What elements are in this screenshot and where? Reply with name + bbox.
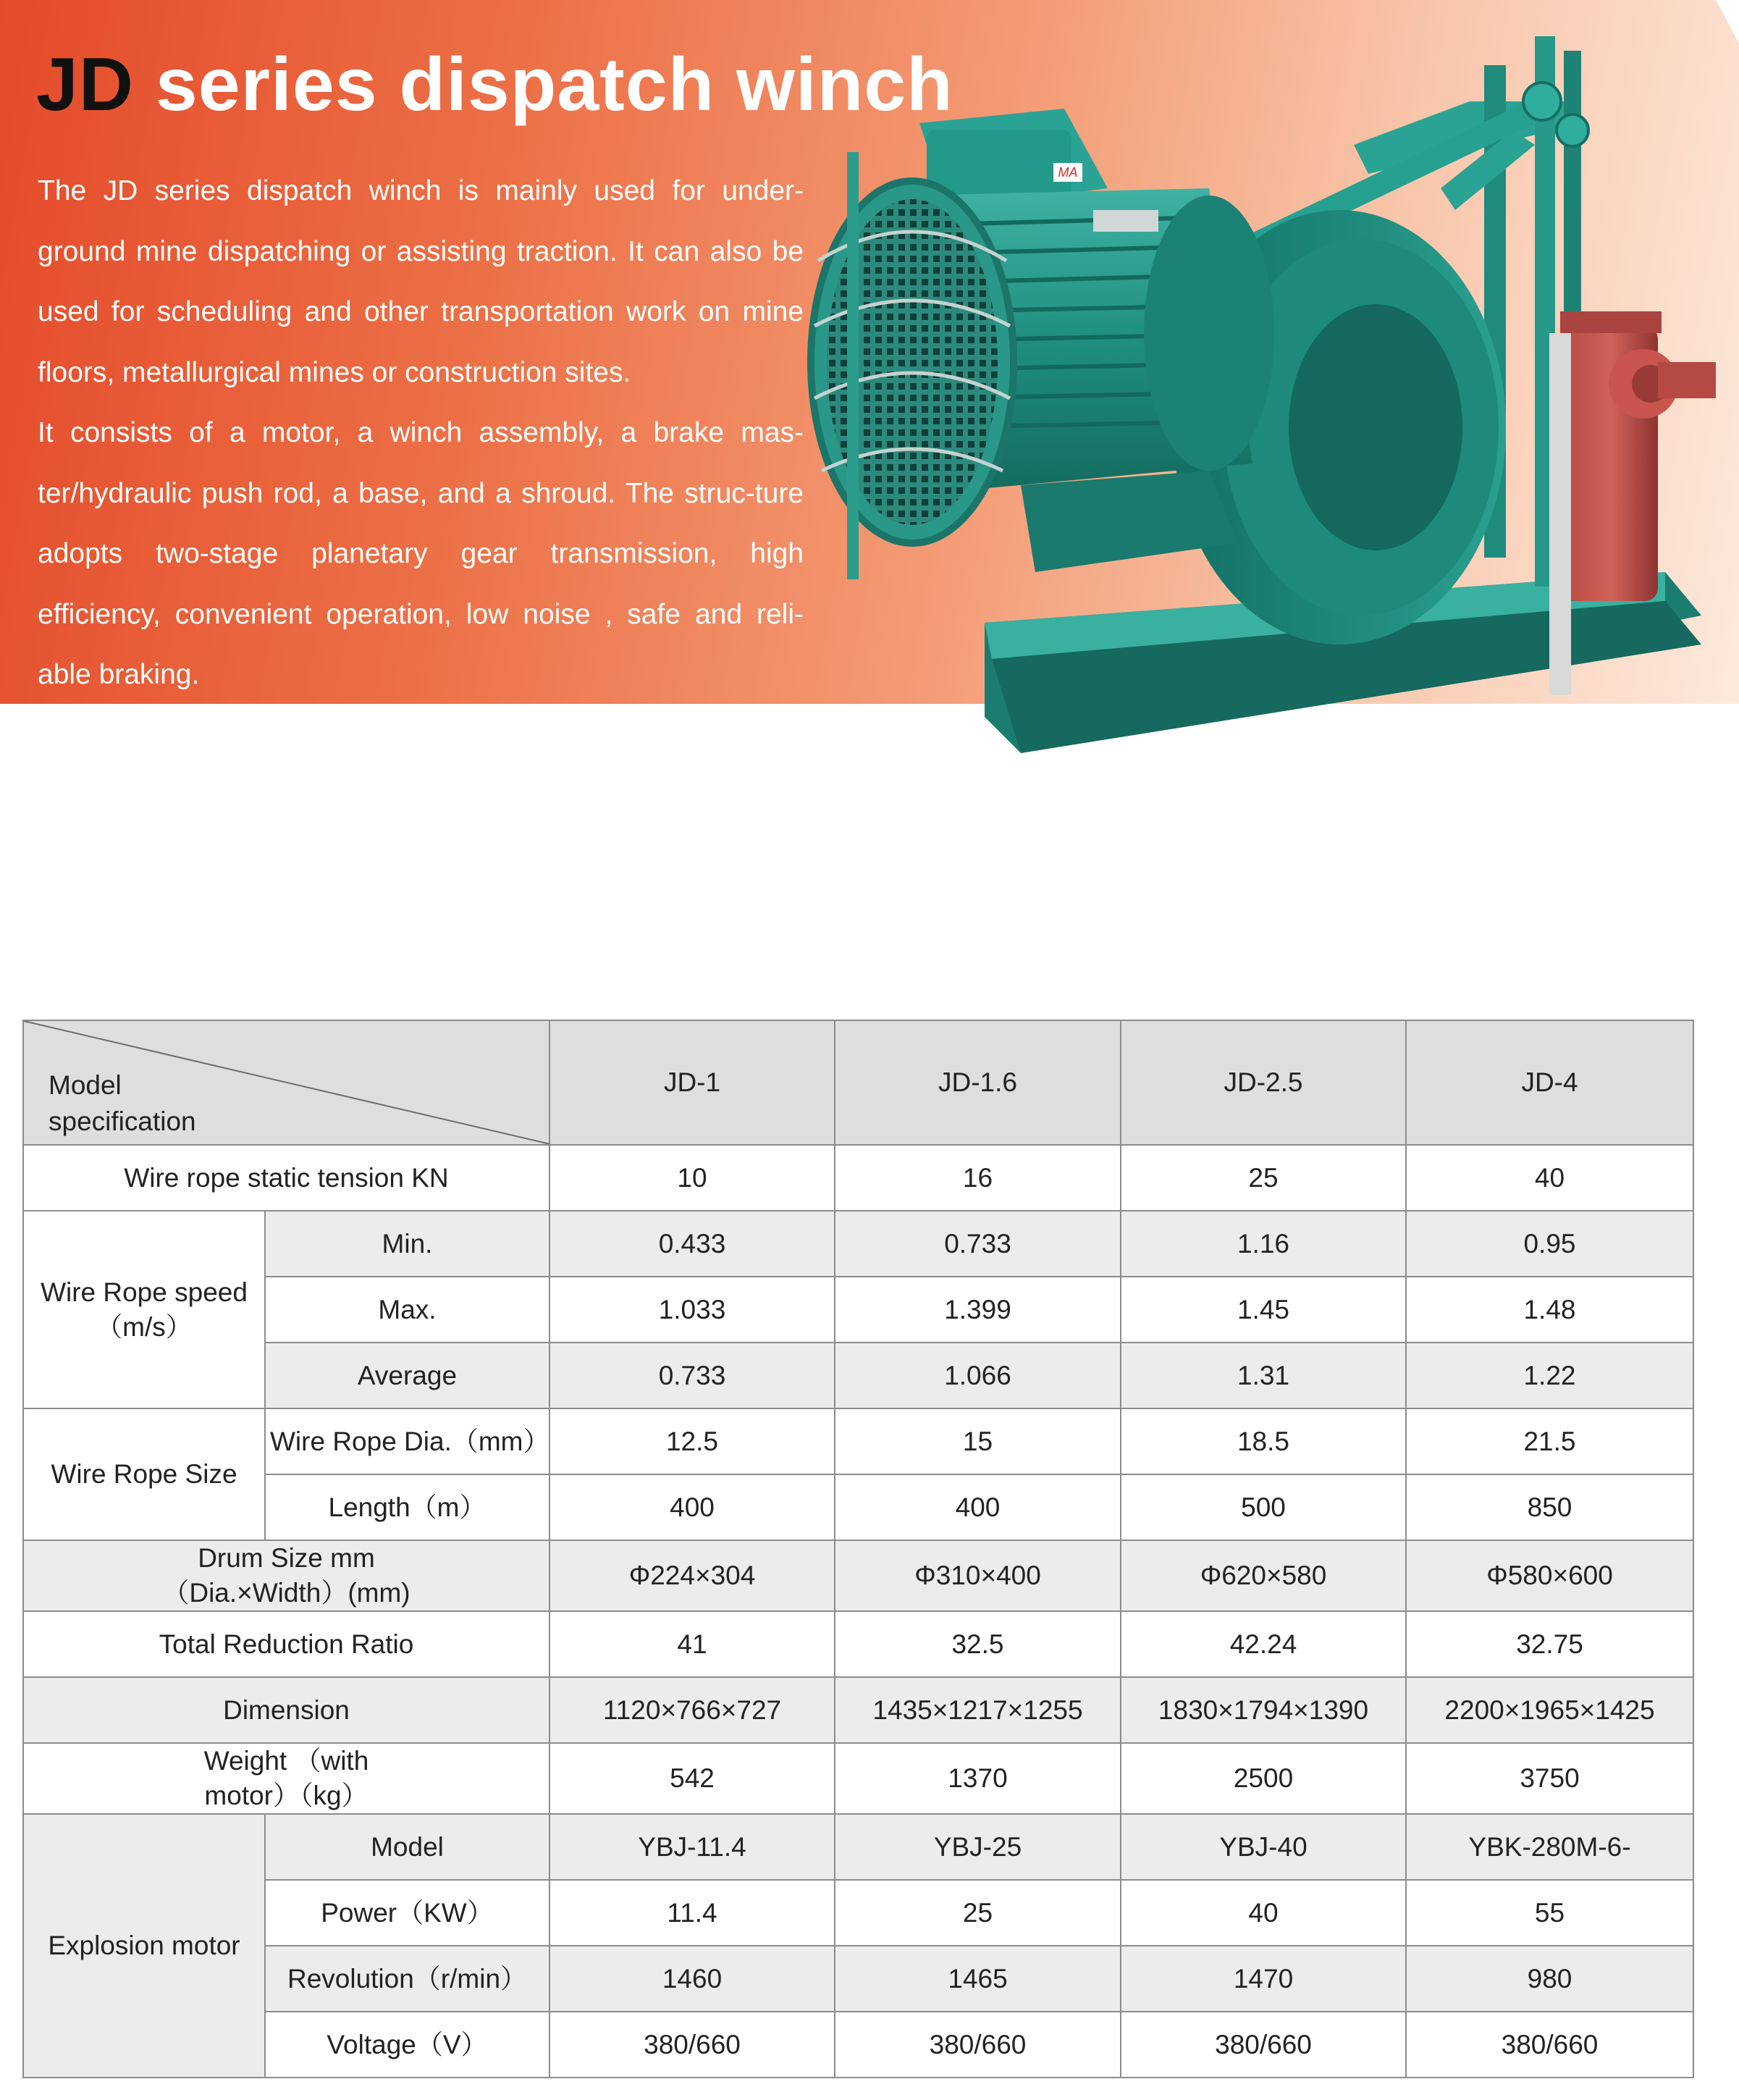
table-cell: 1.45 (1121, 1277, 1406, 1343)
row-rope-length (23, 1474, 1693, 1540)
row-speed-average (23, 1343, 1693, 1408)
product-description (38, 161, 804, 704)
row-static-tension (23, 1145, 1693, 1211)
table-cell: 400 (835, 1474, 1121, 1540)
row-dimension (23, 1677, 1693, 1743)
row-label: Power（KW） (265, 1880, 550, 1946)
table-cell: 1.48 (1406, 1277, 1693, 1343)
row-label: Model (265, 1814, 550, 1880)
table-cell: 21.5 (1406, 1408, 1693, 1474)
table-cell: 380/660 (1121, 2012, 1406, 2078)
table-cell: 40 (1121, 1880, 1406, 1946)
row-label: Total Reduction Ratio (23, 1611, 550, 1677)
row-speed-min (23, 1211, 1693, 1277)
row-label: Drum Size mm （Dia.×Width）(mm) (23, 1540, 550, 1611)
group-label-rope-speed: Wire Rope speed （m/s） (23, 1211, 265, 1408)
table-cell: 980 (1406, 1946, 1693, 2012)
table-cell: 1.066 (835, 1343, 1121, 1408)
row-label: Wire Rope Dia.（mm） (265, 1408, 550, 1474)
specification-table (22, 1020, 1694, 2078)
table-cell: 55 (1406, 1880, 1693, 1946)
table-cell: Φ310×400 (835, 1540, 1121, 1611)
table-cell: 1470 (1121, 1946, 1406, 2012)
table-cell: 32.75 (1406, 1611, 1693, 1677)
table-cell: 15 (835, 1408, 1121, 1474)
row-label: Weight （with motor）（kg） (23, 1743, 550, 1814)
table-cell: 850 (1406, 1474, 1693, 1540)
row-drum-size (23, 1540, 1693, 1611)
table-cell: YBJ-25 (835, 1814, 1121, 1880)
table-cell: 1120×766×727 (550, 1677, 835, 1743)
table-cell: 0.733 (550, 1343, 835, 1408)
description-paragraph-2: It consists of a motor, a winch assembly, a brake mas-ter/hydraulic push rod, a base, and a shroud. The struc-ture adopts two-stage planetary gear transmission, high efficiency, convenient operation, low noise , safe and reli-able braking. (38, 417, 804, 690)
table-cell: 380/660 (550, 2012, 835, 2078)
table-cell: 11.4 (550, 1880, 835, 1946)
description-paragraph-1: The JD series dispatch winch is mainly used for under-ground mine dispatching or assisting traction. It can also be used for scheduling and other transportation work on mine floors, metallurgical mines or construction sites. (38, 175, 804, 388)
row-label: Dimension (23, 1677, 550, 1743)
row-motor-model (23, 1814, 1693, 1880)
table-cell: Φ620×580 (1121, 1540, 1406, 1611)
table-cell: 542 (550, 1743, 835, 1814)
table-cell: 1.22 (1406, 1343, 1693, 1408)
table-cell: 10 (550, 1145, 835, 1211)
header-diagonal-cell (23, 1020, 550, 1145)
table-cell: 1.31 (1121, 1343, 1406, 1408)
title-accent: JD (36, 43, 134, 127)
table-cell: 40 (1406, 1145, 1693, 1211)
model-header-cell: JD-1.6 (835, 1020, 1121, 1145)
row-label: Average (265, 1343, 550, 1408)
title-rest: series dispatch winch (133, 43, 953, 127)
winch-product-image (804, 22, 1738, 775)
table-cell: YBJ-40 (1121, 1814, 1406, 1880)
header-model-specification-label: Model specification (49, 1070, 196, 1136)
table-cell: 1460 (550, 1946, 835, 2012)
table-cell: 0.95 (1406, 1211, 1693, 1277)
table-cell: 380/660 (835, 2012, 1121, 2078)
table-cell: 380/660 (1406, 2012, 1693, 2078)
group-label-rope-size: Wire Rope Size (23, 1408, 265, 1540)
row-weight (23, 1743, 1693, 1814)
table-cell: 0.733 (835, 1211, 1121, 1277)
row-label: Voltage（V） (265, 2012, 550, 2078)
table-cell: 1.16 (1121, 1211, 1406, 1277)
model-header-cell: JD-1 (550, 1020, 835, 1145)
table-cell: Φ224×304 (550, 1540, 835, 1611)
row-reduction-ratio (23, 1611, 1693, 1677)
table-cell: 32.5 (835, 1611, 1121, 1677)
table-cell: YBK-280M-6- (1406, 1814, 1693, 1880)
table-cell: 18.5 (1121, 1408, 1406, 1474)
row-motor-power (23, 1880, 1693, 1946)
table-cell: 1370 (835, 1743, 1121, 1814)
table-cell: 1465 (835, 1946, 1121, 2012)
table-cell: 16 (835, 1145, 1121, 1211)
table-cell: 25 (1121, 1145, 1406, 1211)
row-rope-diameter (23, 1408, 1693, 1474)
row-label: Revolution（r/min） (265, 1946, 550, 2012)
table-cell: 1435×1217×1255 (835, 1677, 1121, 1743)
table-cell: 1.033 (550, 1277, 835, 1343)
header-row (23, 1020, 1693, 1145)
table-cell: 400 (550, 1474, 835, 1540)
model-header-cell: JD-2.5 (1121, 1020, 1406, 1145)
row-motor-revolution (23, 1946, 1693, 2012)
row-label: Max. (265, 1277, 550, 1343)
row-label: Wire rope static tension KN (23, 1145, 550, 1211)
table-cell: 42.24 (1121, 1611, 1406, 1677)
group-label-explosion-motor: Explosion motor (23, 1814, 265, 2078)
table-cell: 25 (835, 1880, 1121, 1946)
row-motor-voltage (23, 2012, 1693, 2078)
table-cell: YBJ-11.4 (550, 1814, 835, 1880)
ma-nameplate-label: MA (1058, 165, 1078, 180)
table-cell: 1830×1794×1390 (1121, 1677, 1406, 1743)
table-cell: Φ580×600 (1406, 1540, 1693, 1611)
table-cell: 0.433 (550, 1211, 835, 1277)
table-cell: 12.5 (550, 1408, 835, 1474)
table-cell: 2500 (1121, 1743, 1406, 1814)
row-label: Min. (265, 1211, 550, 1277)
table-cell: 1.399 (835, 1277, 1121, 1343)
table-cell: 500 (1121, 1474, 1406, 1540)
table-cell: 2200×1965×1425 (1406, 1677, 1693, 1743)
table-cell: 3750 (1406, 1743, 1693, 1814)
model-header-cell: JD-4 (1406, 1020, 1693, 1145)
row-label: Length（m） (265, 1474, 550, 1540)
row-speed-max (23, 1277, 1693, 1343)
table-cell: 41 (550, 1611, 835, 1677)
